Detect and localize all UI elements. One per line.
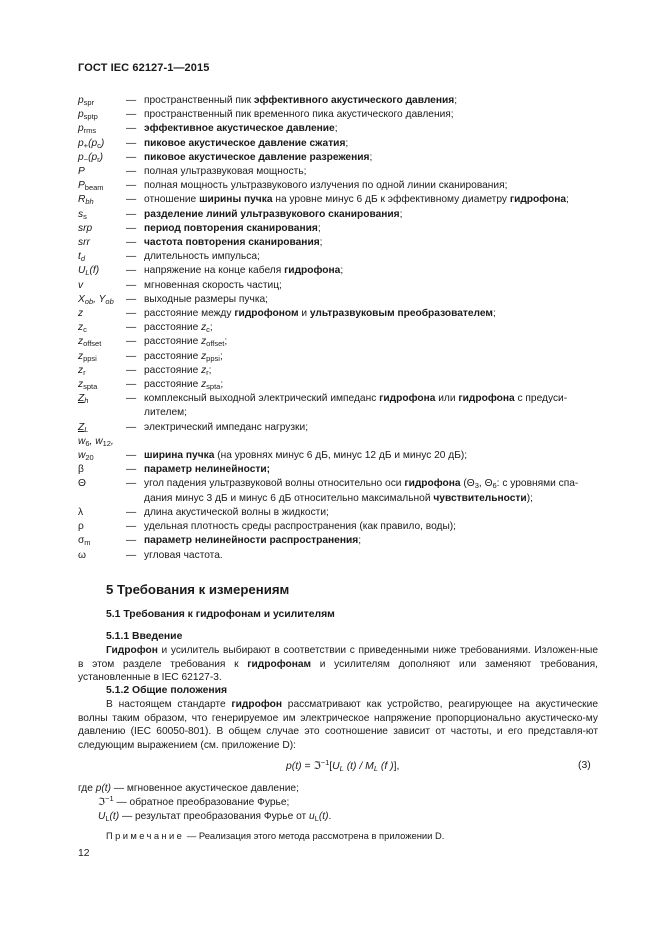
def-row <box>78 208 598 222</box>
paragraph-general: В настоящем стандарте гидрофон рассматривают как устройство, реагирующее на акустические волны таким образом, что генерируемое им электрическое напряжение пропорционально акустическо-му давлению (IEC 60050-801). В общем случае это соотношение зависит от частоты, и его представля-ют следующим выражением (см. приложение D): <box>78 699 598 751</box>
def-symbol: $p_+(p_c)$ <box>78 137 105 150</box>
def-row <box>78 378 598 392</box>
section-5-1-1-heading: 5.1.1 Введение <box>106 631 183 642</box>
def-symbol: $\sigma_m$ <box>78 535 91 548</box>
def-symbol: $U_L(f)$ <box>78 265 100 278</box>
def-dash: — <box>126 450 137 462</box>
def-symbol: $Z_L$ <box>78 421 89 434</box>
def-row <box>78 108 598 122</box>
def-dash: — <box>126 109 137 121</box>
def-dash: — <box>126 521 137 533</box>
section-5-1-2-heading: 5.1.2 Общие положения <box>106 685 228 696</box>
def-row <box>78 151 598 165</box>
def-row <box>78 364 598 378</box>
def-dash: — <box>126 151 137 163</box>
def-text: эффективное акустическое давление; <box>144 123 338 135</box>
def-dash: — <box>126 336 137 348</box>
def-text: угловая частота. <box>144 549 223 561</box>
def-symbol: $w_6$, $w_{12}$, $w_{20}$ <box>78 435 114 463</box>
note: Примечание — Реализация этого метода рассмотрена в приложении D. <box>106 830 445 841</box>
def-text: частота повторения сканирования; <box>144 237 323 249</box>
def-dash: — <box>126 123 137 135</box>
def-symbol: $s_s$ <box>78 208 87 221</box>
def-row <box>78 463 598 477</box>
paragraph-intro: Гидрофон и усилитель выбирают в соответствии с приведенными ниже требованиями. Изложен-ные в этом разделе требования к гидрофонам и усилителям дополняют или заменяют требования, установленные в IEC 62127-3. <box>78 645 598 684</box>
def-dash: — <box>126 222 137 234</box>
def-row <box>78 250 598 264</box>
def-text: отношение ширины пучка на уровне минус 6 дБ к эффективному диаметру гидрофона; <box>144 194 569 206</box>
def-dash: — <box>126 166 137 178</box>
def-text: параметр нелинейности распространения; <box>144 535 362 547</box>
def-text: расстояние $z_{ppsi}$; <box>144 350 223 363</box>
def-row <box>78 293 598 307</box>
def-dash: — <box>126 251 137 263</box>
def-row <box>78 321 598 335</box>
def-symbol: Θ <box>78 478 86 490</box>
def-dash: — <box>126 421 137 433</box>
def-text: длительность импульса; <box>144 251 260 263</box>
def-row <box>78 335 598 349</box>
def-text: расстояние между гидрофоном и ультразвуковым преобразователем; <box>144 308 496 320</box>
def-dash: — <box>126 279 137 291</box>
def-text: полная ультразвуковая мощность; <box>144 166 307 178</box>
def-text: разделение линий ультразвукового сканирования; <box>144 208 403 220</box>
def-symbol: $t_d$ <box>78 251 86 264</box>
def-row <box>78 506 598 520</box>
def-symbol: ω <box>78 549 86 561</box>
def-text: параметр нелинейности; <box>144 464 271 476</box>
formula-3: $p(t) = ℑ^{-1}[U_L$ $(t) / M_L$ (f )], <box>286 758 400 773</box>
def-symbol: z <box>78 308 84 320</box>
def-text: угол падения ультразвуковой волны относительно оси гидрофона ($\Theta_3$, $\Theta_6$: с уровнями спа- дания минус 3 дБ и минус 6 дБ относительно максимальной чувствительности); <box>144 478 579 504</box>
def-dash: — <box>126 549 137 561</box>
def-row <box>78 435 598 463</box>
def-text: выходные размеры пучка; <box>144 293 269 305</box>
def-dash: — <box>126 464 137 476</box>
def-dash: — <box>126 535 137 547</box>
def-symbol: srr <box>78 237 90 249</box>
def-text: пространственный пик временного пика акустического давления; <box>144 109 454 121</box>
formula-legend <box>78 782 331 824</box>
def-symbol: $z_{spta}$ <box>78 379 98 392</box>
def-symbol: $p_{rms}$ <box>78 123 97 136</box>
def-symbol: $p_{sptp}$ <box>78 109 98 122</box>
symbol-definitions-list <box>78 94 598 563</box>
def-row <box>78 236 598 250</box>
def-symbol: $X_{ob}$, $Y_{ob}$ <box>78 293 114 306</box>
def-dash: — <box>126 208 137 220</box>
def-text: ширина пучка (на уровнях минус 6 дБ, минус 12 дБ и минус 20 дБ); <box>144 450 468 462</box>
def-text: пространственный пик эффективного акустического давления; <box>144 95 458 106</box>
def-text: мгновенная скорость частиц; <box>144 279 282 291</box>
def-symbol: P <box>78 166 85 178</box>
section-5-1-heading: 5.1 Требования к гидрофонам и усилителям <box>106 609 335 620</box>
def-row <box>78 392 598 420</box>
def-text: комплексный выходной электрический импеданс гидрофона или гидрофона с предуси- лителем; <box>144 393 568 419</box>
def-symbol: $Z_h$ <box>78 393 89 406</box>
def-text: расстояние $z_{spta}$; <box>144 379 224 392</box>
def-text: длина акустической волны в жидкости; <box>144 506 329 518</box>
def-dash: — <box>126 322 137 334</box>
def-row <box>78 137 598 151</box>
legend-line: где p(t) — мгновенное акустическое давление; <box>78 783 299 794</box>
def-dash: — <box>126 265 137 277</box>
def-text: полная мощность ультразвукового излучения по одной линии сканирования; <box>144 180 508 192</box>
def-dash: — <box>126 237 137 249</box>
def-dash: — <box>126 180 137 192</box>
def-text: период повторения сканирования; <box>144 222 321 234</box>
def-text: напряжение на конце кабеля гидрофона; <box>144 265 344 277</box>
legend-line: ℑ$^{-1}$ — обратное преобразование Фурье; <box>98 794 290 808</box>
def-text: расстояние $z_c$; <box>144 322 213 335</box>
def-text: удельная плотность среды распространения (как правило, воды); <box>144 521 457 533</box>
def-symbol: ρ <box>78 521 84 533</box>
def-row <box>78 520 598 534</box>
def-row <box>78 421 598 435</box>
section-5-heading: 5 Требования к измерениям <box>106 582 290 597</box>
def-symbol: $z_{offset}$ <box>78 336 102 349</box>
legend-line: $U_L(t)$ — результат преобразования Фурье от $u_L(t)$. <box>98 811 332 823</box>
def-dash: — <box>126 95 137 106</box>
def-text: расстояние $z_{offset}$; <box>144 336 228 349</box>
def-symbol: β <box>78 464 84 476</box>
def-row <box>78 264 598 278</box>
def-dash: — <box>126 293 137 305</box>
def-dash: — <box>126 137 137 149</box>
def-symbol: $p_-(p_r)$ <box>78 151 104 164</box>
def-symbol: $P_{beam}$ <box>78 180 104 193</box>
def-text: расстояние $z_r$; <box>144 364 212 377</box>
def-dash: — <box>126 194 137 206</box>
def-row <box>78 94 598 108</box>
def-row <box>78 307 598 321</box>
def-dash: — <box>126 506 137 518</box>
def-symbol: λ <box>78 506 84 518</box>
def-symbol: $z_c$ <box>78 322 87 335</box>
def-symbol: $z_{ppsi}$ <box>78 350 97 363</box>
page-number: 12 <box>78 848 90 859</box>
def-row <box>78 350 598 364</box>
def-row <box>78 122 598 136</box>
def-symbol: v <box>78 279 84 291</box>
def-dash: — <box>126 393 137 405</box>
def-row <box>78 279 598 293</box>
def-symbol: srp <box>78 222 93 234</box>
def-text: пиковое акустическое давление разрежения; <box>144 151 373 163</box>
equation-number: (3) <box>578 760 591 771</box>
def-symbol: $p_{spr}$ <box>78 95 95 107</box>
def-row <box>78 549 598 563</box>
def-dash: — <box>126 308 137 320</box>
def-text: пиковое акустическое давление сжатия; <box>144 137 349 149</box>
def-dash: — <box>126 379 137 391</box>
def-row <box>78 193 598 207</box>
def-dash: — <box>126 478 137 490</box>
page-header: ГОСТ IEC 62127-1—2015 <box>78 62 210 74</box>
def-row <box>78 222 598 236</box>
def-symbol: $z_r$ <box>78 364 86 377</box>
def-row <box>78 534 598 548</box>
def-row <box>78 165 598 179</box>
def-row <box>78 179 598 193</box>
def-row <box>78 477 598 505</box>
def-dash: — <box>126 350 137 362</box>
def-text: электрический импеданс нагрузки; <box>144 421 309 433</box>
def-symbol: $R_{bh}$ <box>78 194 94 207</box>
def-dash: — <box>126 364 137 376</box>
